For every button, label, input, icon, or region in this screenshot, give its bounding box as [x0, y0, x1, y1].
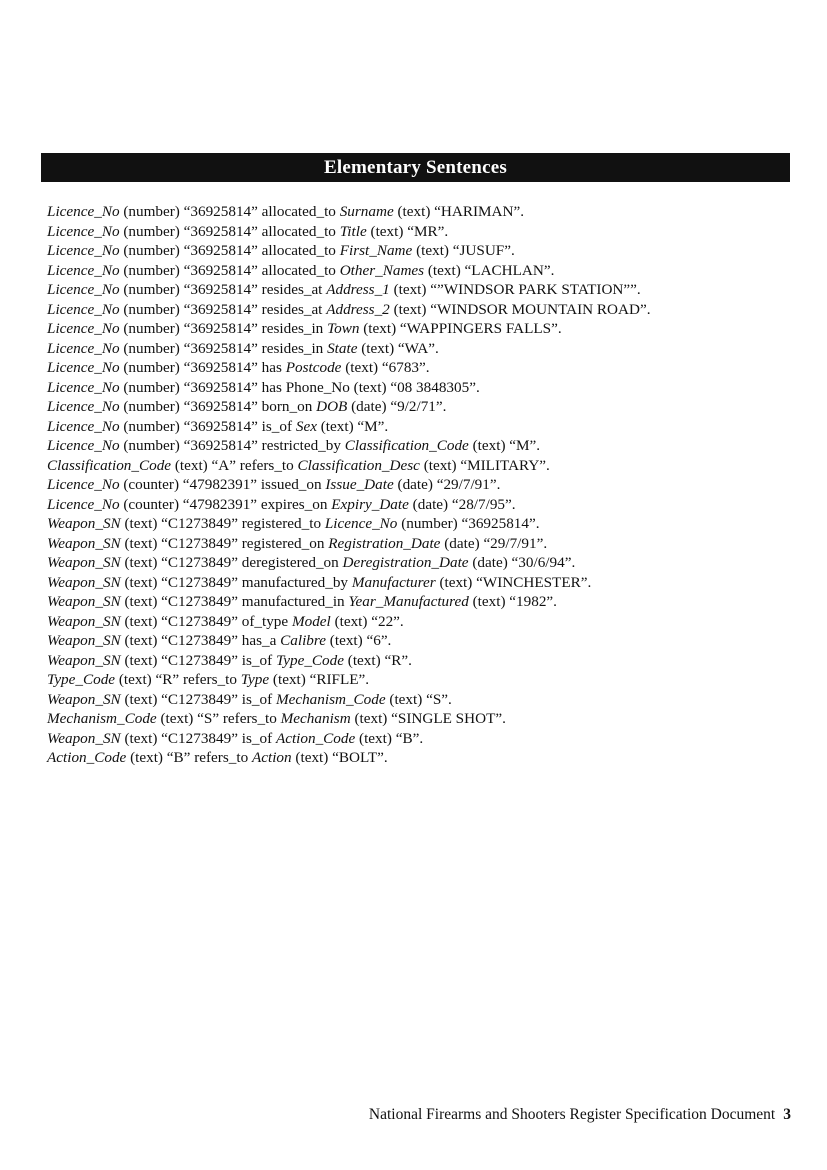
sentence-text: (number) “36925814” resides_in — [119, 339, 328, 357]
sentence-line — [47, 378, 807, 398]
sentence-text: (text) “WAPPINGERS FALLS”. — [359, 320, 562, 337]
sentence-term: State — [327, 339, 358, 357]
sentence-line — [47, 475, 807, 495]
sentence-text: (text) “JUSUF”. — [412, 242, 515, 259]
sentence-term: Year_Manufactured — [348, 593, 469, 610]
sentence-term: Licence_No — [47, 203, 120, 220]
sentence-line — [47, 261, 807, 281]
sentence-term: Classification_Code — [344, 437, 469, 454]
sentence-term: Address_1 — [326, 281, 390, 298]
sentence-term: Classification_Code — [47, 456, 172, 474]
sentence-term: Weapon_SN — [47, 554, 121, 571]
sentence-text: (number) “36925814” has Phone_No (text) “08 3848305”. — [119, 378, 480, 396]
sentence-text: (text) “MILITARY”. — [419, 456, 550, 474]
sentence-line — [47, 495, 807, 515]
sentence-text: (text) “M”. — [316, 417, 389, 435]
sentence-text: (text) “C1273849” registered_on — [120, 534, 329, 552]
sentence-text: (text) “A” refers_to — [171, 456, 298, 474]
sentence-text: (text) “C1273849” is_of — [120, 729, 276, 747]
sentence-term: Deregistration_Date — [342, 554, 469, 571]
sentence-line — [47, 631, 807, 651]
sentence-term: Licence_No — [47, 339, 120, 357]
sentence-text: (number) “36925814” allocated_to — [119, 222, 340, 240]
sentence-text: (date) “9/2/71”. — [347, 398, 447, 415]
sentence-text: (counter) “47982391” issued_on — [119, 476, 326, 493]
sentence-term: Calibre — [280, 632, 326, 649]
sentence-text: (number) “36925814” allocated_to — [119, 261, 340, 279]
sentence-line — [47, 709, 807, 729]
sentence-line — [47, 436, 807, 456]
sentence-term: Licence_No — [324, 515, 398, 532]
sentence-text: (number) “36925814” is_of — [119, 417, 296, 435]
sentence-term: Surname — [339, 203, 394, 220]
sentence-term: Other_Names — [339, 261, 425, 279]
sentence-line — [47, 202, 807, 222]
sentence-text: (text) “WINCHESTER”. — [435, 573, 592, 591]
sentence-text: (text) “LACHLAN”. — [424, 261, 555, 279]
sentence-term: Licence_No — [47, 437, 120, 454]
sentence-line — [47, 300, 807, 320]
sentence-text: (text) “C1273849” has_a — [120, 632, 281, 649]
sentence-term: Weapon_SN — [47, 515, 121, 532]
sentence-line — [47, 651, 807, 671]
sentence-text: (date) “30/6/94”. — [468, 554, 576, 571]
sentence-text: (date) “28/7/95”. — [408, 495, 516, 513]
sentence-term: Action — [251, 749, 292, 766]
sentence-term: Weapon_SN — [47, 534, 121, 552]
sentence-term: Mechanism_Code — [47, 710, 157, 727]
sentence-term: Weapon_SN — [47, 690, 121, 708]
sentence-line — [47, 690, 807, 710]
sentence-text: (text) “R” refers_to — [115, 671, 241, 688]
sentence-text: (text) “C1273849” manufactured_in — [120, 593, 349, 610]
sentence-text: (text) “RIFLE”. — [269, 671, 370, 688]
sentence-text: (date) “29/7/91”. — [440, 534, 548, 552]
sentence-term: Licence_No — [47, 378, 120, 396]
sentence-term: Licence_No — [47, 495, 120, 513]
sentence-line — [47, 339, 807, 359]
sentence-line — [47, 748, 807, 768]
sentence-text: (text) “R”. — [343, 651, 412, 669]
sentence-text: (text) “MR”. — [366, 222, 449, 240]
sentence-text: (number) “36925814” restricted_by — [119, 437, 345, 454]
sentence-term: Licence_No — [47, 222, 120, 240]
sentence-term: First_Name — [339, 242, 413, 259]
sentence-line — [47, 592, 807, 612]
page-number: 3 — [783, 1106, 791, 1123]
sentence-text: (number) “36925814”. — [397, 515, 540, 532]
sentence-line — [47, 456, 807, 476]
sentence-term: Action_Code — [275, 729, 356, 747]
sentence-term: Weapon_SN — [47, 593, 121, 610]
sentence-term: Type — [240, 671, 270, 688]
sentence-line — [47, 280, 807, 300]
sentence-line — [47, 514, 807, 534]
sentence-text: (number) “36925814” resides_at — [119, 300, 327, 318]
sentence-line — [47, 573, 807, 593]
sentence-term: Licence_No — [47, 359, 120, 376]
sentence-text: (text) “C1273849” is_of — [120, 690, 276, 708]
sentence-text: (text) “6”. — [326, 632, 392, 649]
sentence-term: Classification_Desc — [297, 456, 420, 474]
sentence-term: Mechanism — [280, 710, 351, 727]
sentence-text: (text) “C1273849” manufactured_by — [120, 573, 352, 591]
sentence-term: Model — [291, 612, 331, 630]
sentence-term: Postcode — [285, 359, 342, 376]
sentence-term: Manufacturer — [351, 573, 436, 591]
sentence-text: (text) “C1273849” registered_to — [120, 515, 325, 532]
sentence-line — [47, 534, 807, 554]
sentence-term: Licence_No — [47, 281, 120, 298]
sentence-text: (text) “22”. — [330, 612, 404, 630]
page-footer — [369, 1106, 791, 1124]
sentence-line — [47, 222, 807, 242]
sentence-text: (text) “S” refers_to — [156, 710, 281, 727]
sentence-line — [47, 612, 807, 632]
sentence-term: Type_Code — [275, 651, 344, 669]
sentence-term: Licence_No — [47, 320, 120, 337]
sentence-term: DOB — [316, 398, 348, 415]
sentence-term: Licence_No — [47, 417, 120, 435]
sentence-term: Licence_No — [47, 261, 120, 279]
sentence-text: (text) “6783”. — [341, 359, 430, 376]
sentence-term: Mechanism_Code — [275, 690, 386, 708]
sentence-text: (text) “BOLT”. — [291, 749, 388, 766]
sentence-term: Town — [327, 320, 360, 337]
sentence-term: Issue_Date — [325, 476, 394, 493]
sentence-text: (date) “29/7/91”. — [393, 476, 501, 493]
section-title: Elementary Sentences — [324, 156, 507, 178]
sentence-term: Action_Code — [47, 749, 127, 766]
section-header-bar — [41, 153, 790, 182]
sentence-text: (text) “M”. — [468, 437, 541, 454]
sentence-text: (text) “”WINDSOR PARK STATION””. — [389, 281, 641, 298]
sentence-term: Licence_No — [47, 398, 120, 415]
sentence-text: (text) “S”. — [385, 690, 452, 708]
elementary-sentences-list — [47, 202, 807, 768]
sentence-term: Licence_No — [47, 476, 120, 493]
sentence-text: (number) “36925814” allocated_to — [119, 242, 340, 259]
sentence-line — [47, 319, 807, 339]
sentence-term: Licence_No — [47, 300, 120, 318]
sentence-term: Address_2 — [326, 300, 390, 318]
sentence-term: Licence_No — [47, 242, 120, 259]
sentence-text: (text) “C1273849” deregistered_on — [120, 554, 343, 571]
sentence-term: Type_Code — [47, 671, 116, 688]
sentence-text: (number) “36925814” resides_at — [119, 281, 327, 298]
sentence-text: (text) “B” refers_to — [126, 749, 252, 766]
sentence-line — [47, 729, 807, 749]
sentence-text: (text) “HARIMAN”. — [393, 203, 525, 220]
sentence-term: Expiry_Date — [331, 495, 409, 513]
sentence-text: (text) “B”. — [355, 729, 424, 747]
sentence-term: Title — [339, 222, 367, 240]
sentence-term: Weapon_SN — [47, 651, 121, 669]
sentence-text: (number) “36925814” born_on — [119, 398, 317, 415]
sentence-line — [47, 397, 807, 417]
sentence-text: (text) “SINGLE SHOT”. — [350, 710, 506, 727]
sentence-term: Weapon_SN — [47, 632, 121, 649]
sentence-text: (counter) “47982391” expires_on — [119, 495, 332, 513]
sentence-line — [47, 670, 807, 690]
sentence-line — [47, 241, 807, 261]
sentence-text: (number) “36925814” resides_in — [119, 320, 328, 337]
sentence-text: (text) “1982”. — [468, 593, 557, 610]
sentence-text: (number) “36925814” allocated_to — [119, 203, 340, 220]
sentence-text: (text) “C1273849” of_type — [120, 612, 292, 630]
sentence-term: Registration_Date — [328, 534, 441, 552]
sentence-term: Sex — [295, 417, 317, 435]
sentence-text: (text) “WINDSOR MOUNTAIN ROAD”. — [389, 300, 651, 318]
sentence-line — [47, 358, 807, 378]
sentence-text: (text) “WA”. — [357, 339, 439, 357]
sentence-text: (number) “36925814” has — [119, 359, 286, 376]
sentence-line — [47, 417, 807, 437]
sentence-term: Weapon_SN — [47, 729, 121, 747]
sentence-line — [47, 553, 807, 573]
sentence-text: (text) “C1273849” is_of — [120, 651, 276, 669]
sentence-term: Weapon_SN — [47, 573, 121, 591]
sentence-term: Weapon_SN — [47, 612, 121, 630]
footer-document-title: National Firearms and Shooters Register Specification Document — [368, 1106, 776, 1123]
